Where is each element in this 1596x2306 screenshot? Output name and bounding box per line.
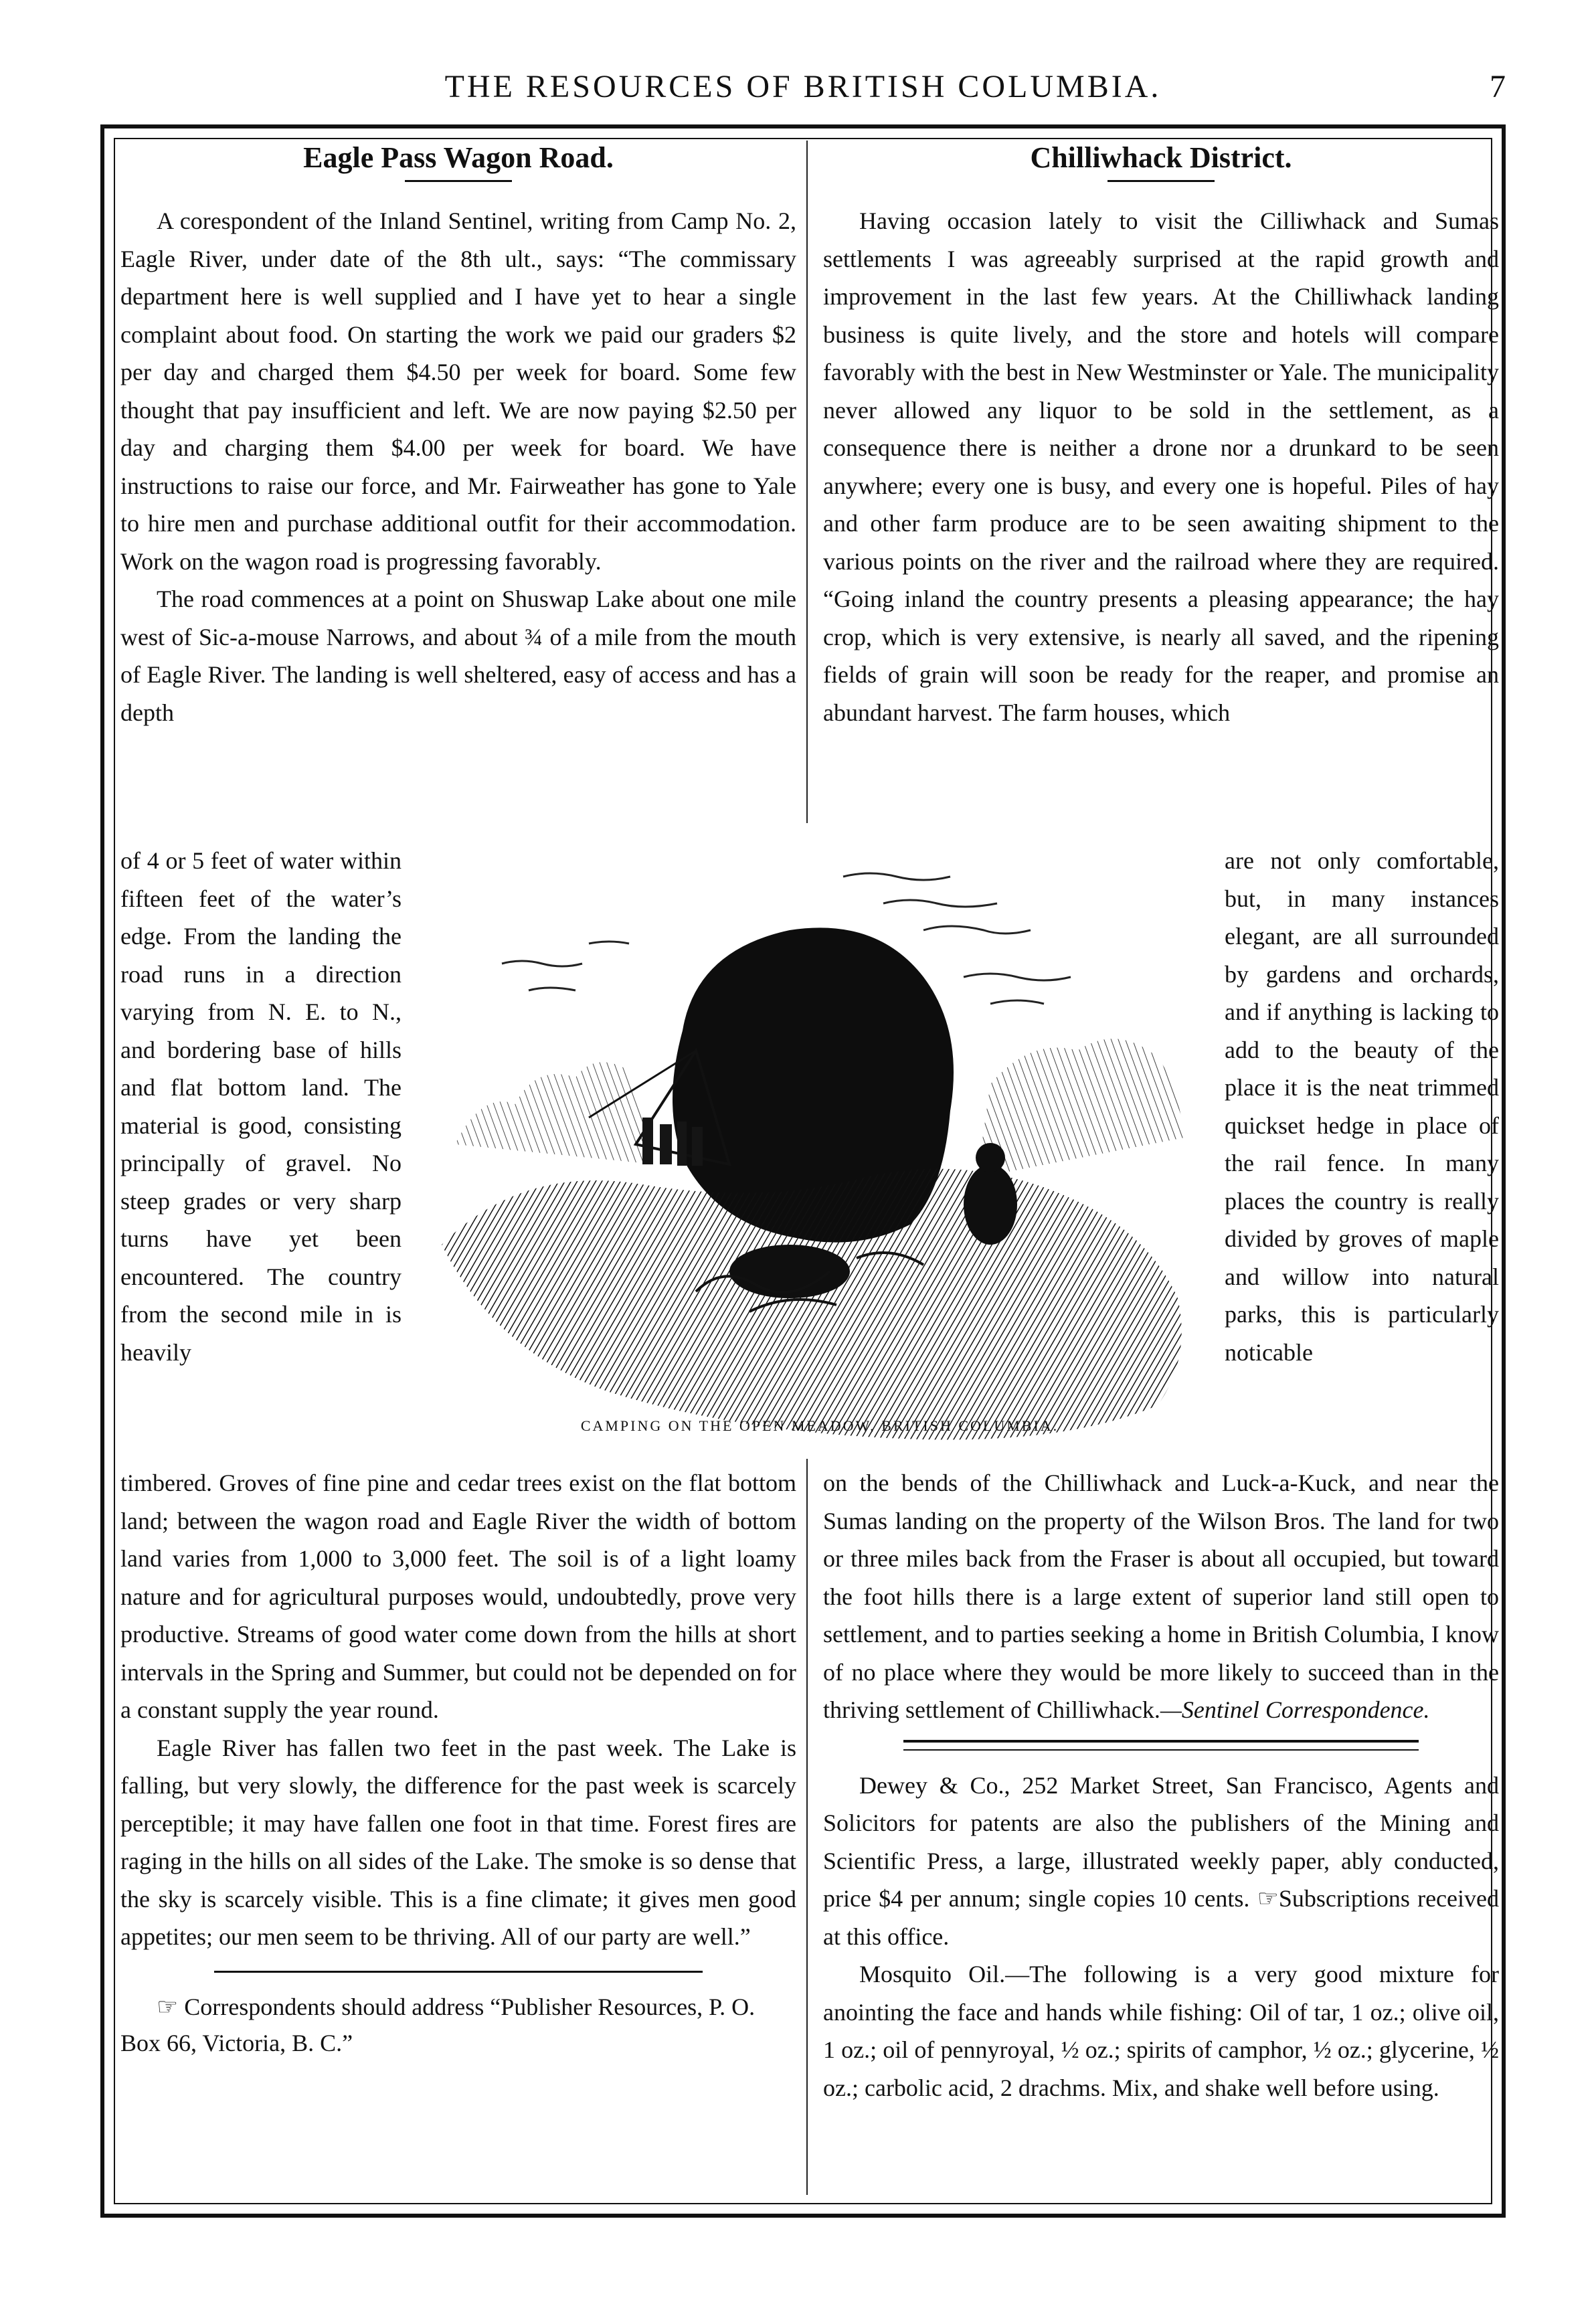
section-rule-double <box>903 1740 1419 1751</box>
paragraph-text: on the bends of the Chilliwhack and Luck-a-Kuck, and near the Sumas landing on the property of the Wilson Bros. The land for two or three miles back from the Fraser is about all occupied, but toward the foot hills there is a large extent of superior land still open to settlement, and to parties seeking a home in British Columbia, I know of no place where they would be more likely to succeed than in the thriving settlement of Chilliwhack. <box>823 1470 1499 1723</box>
paragraph: The road commences at a point on Shuswap Lake about one mile west of Sic-a-mouse Narrows, and about ¾ of a mile from the mouth of Eagle River. The landing is well sheltered, easy of access and has a depth <box>120 586 796 726</box>
article-chilliwhack <box>823 141 1499 731</box>
article-eagle-pass <box>120 141 796 731</box>
article-eagle-pass-continued <box>120 1464 796 2061</box>
wrapped-text-right <box>1225 842 1499 1371</box>
article-heading: Eagle Pass Wagon Road. <box>303 141 614 174</box>
column-divider <box>806 141 808 823</box>
paragraph: Mosquito Oil.—The following is a very good mixture for anointing the face and hands while fishing: Oil of tar, 1 oz.; olive oil, 1 oz.; oil of pennyroyal, ½ oz.; spirits of camphor, ½ oz.; glycerine, ½ oz.; carbolic acid, 2 drachms. Mix, and shake well before using. <box>823 1961 1499 2101</box>
paragraph: Having occasion lately to visit the Cilliwhack and Sumas settlements I was agreeably surprised at the rapid growth and improvement in the last few years. At the Chilliwhack landing business is quite lively, and the store and hotels will compare favorably with the best in New Westminster or Yale. The municipality never allowed any liquor to be sold in the settlement, as a consequence there is neither a drone nor a drunkard to be seen anywhere; every one is busy, and every one is hopeful. Piles of hay and other farm produce are to be seen awaiting shipment to the various points on the river and the railroad where they are required. “Going inland the country presents a pleasing appearance; the hay crop, which is very extensive, is nearly all saved, and the ripening fields of grain will soon be ready for the reaper, and promise an abundant harvest. The farm houses, which <box>823 207 1499 726</box>
illustration-caption: CAMPING ON THE OPEN MEADOW, BRITISH COLUMBIA. <box>580 1417 1059 1434</box>
column-divider <box>806 1459 808 2195</box>
paragraph: Dewey & Co., 252 Market Street, San Francisco, Agents and Solicitors for patents are also the publishers of the Mining and Scientific Press, a large, illustrated weekly paper, ably conducted, price $4 per annum; single copies 10 cents. ☞Subscriptions received at this office. <box>823 1771 1499 1950</box>
paragraph: timbered. Groves of fine pine and cedar trees exist on the flat bottom land; between the wagon road and Eagle River the width of bottom land varies from 1,000 to 3,000 feet. The soil is of a light loamy nature and for agricultural purposes would, undoubtedly, prove very productive. Streams of good water come down from the hills at short intervals in the Spring and Summer, but could not be depended on for a constant supply the year round. <box>120 1470 796 1723</box>
running-title: THE RESOURCES OF BRITISH COLUMBIA. <box>444 69 1162 104</box>
paragraph: of 4 or 5 feet of water within fifteen feet of the water’s edge. From the landing the road runs in a direction varying from N. E. to N., and bordering base of hills and flat bottom land. The material is good, consisting principally of gravel. No steep grades or very sharp turns have yet been encountered. The country from the second mile in is heavily <box>120 847 402 1366</box>
page-number: 7 <box>1490 69 1506 104</box>
paragraph: are not only comfortable, but, in many instances elegant, are all surrounded by gardens and orchards, and if anything is lacking to add to the beauty of the place it is the neat trimmed quickset hedge in place of the rail fence. In many places the country is really divided by groves of maple and willow into natural parks, this is particularly noticable <box>1225 847 1499 1366</box>
camping-engraving <box>415 830 1211 1452</box>
heading-rule <box>405 180 512 182</box>
paragraph: Eagle River has fallen two feet in the past week. The Lake is falling, but very slowly, the difference for the past week is scarcely perceptible; it may have fallen one foot in that time. Forest fires are raging in the hills on all sides of the Lake. The smoke is so dense that the sky is scarcely visible. This is a fine climate; it gives men good appetites; our men seem to be thriving. All of our party are well.” <box>120 1734 796 1950</box>
article-chilliwhack-continued <box>823 1464 1499 2107</box>
section-rule <box>214 1971 703 1973</box>
wrapped-text-left <box>120 842 402 1371</box>
paragraph <box>823 1464 1499 1729</box>
article-heading: Chilliwhack District. <box>1030 141 1292 174</box>
running-head <box>100 64 1506 124</box>
correspondents-notice: ☞ Correspondents should address “Publisher Resources, P. O. Box 66, Victoria, B. C.” <box>120 1993 756 2056</box>
signoff: —Sentinel Correspondence. <box>1160 1696 1430 1723</box>
paragraph: A corespondent of the Inland Sentinel, writing from Camp No. 2, Eagle River, under date of the 8th ult., says: “The commissary department here is well supplied and I have yet to hear a single complaint about food. On starting the work we paid our graders $2 per day and charged them $4.50 per week for board. Some few thought that pay insufficient and left. We are now paying $2.50 per day and charging them $4.00 per week for board. We have instructions to raise our force, and Mr. Fairweather has gone to Yale to hire men and purchase additional outfit for their accommodation. Work on the wagon road is progressing favorably. <box>120 207 796 575</box>
heading-rule <box>1107 180 1215 182</box>
